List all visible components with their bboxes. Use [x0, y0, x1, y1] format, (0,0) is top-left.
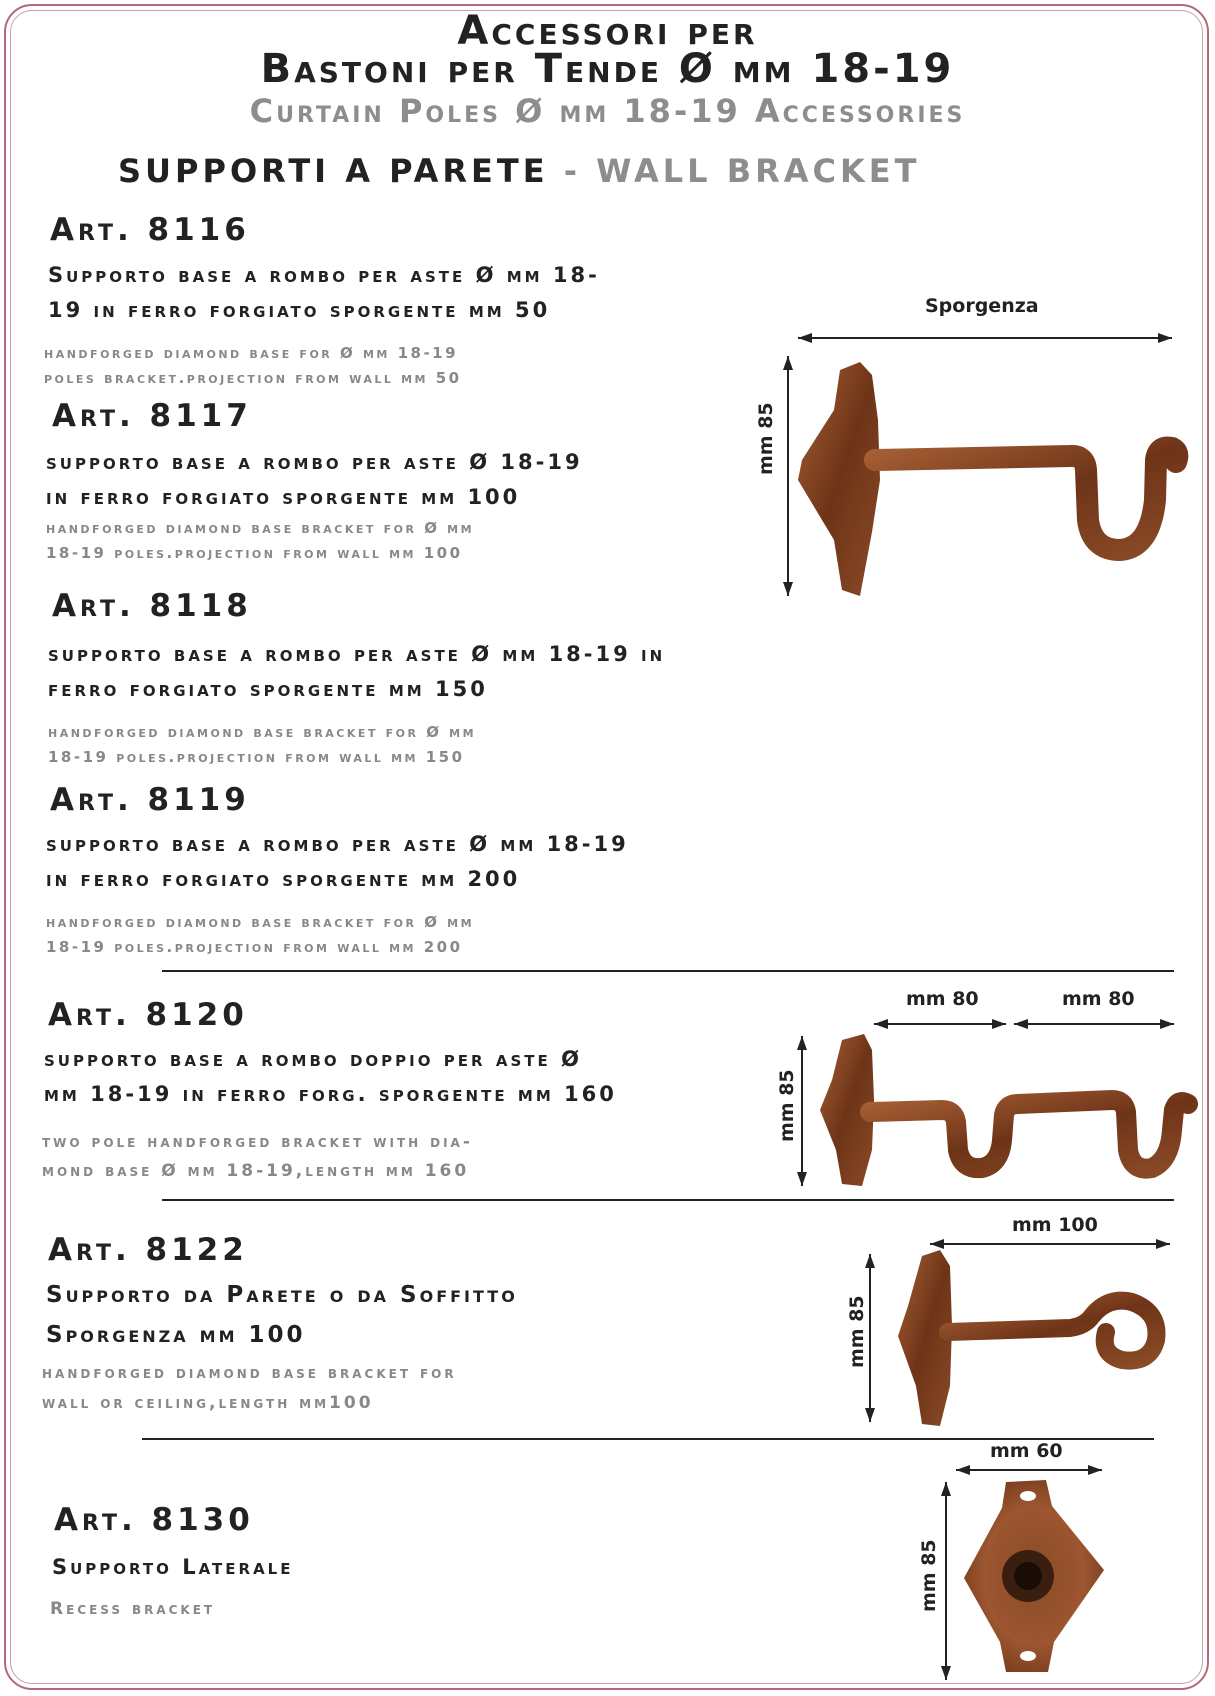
dimension-label-w1: mm 80 [906, 988, 979, 1010]
article-code-8117: Art. 8117 [52, 398, 252, 434]
section-heading [118, 152, 920, 190]
article-en-8122-line2: wall or ceiling,length mm100 [42, 1393, 374, 1413]
article-en-8117-line1: handforged diamond base bracket for Ø mm [46, 519, 475, 537]
article-en-8122-line1: handforged diamond base bracket for [42, 1363, 457, 1383]
article-code-8122: Art. 8122 [48, 1232, 248, 1268]
divider [162, 970, 1174, 972]
article-en-8119-line1: handforged diamond base bracket for Ø mm [46, 913, 475, 931]
dimension-label-height-1: mm 85 [755, 402, 777, 475]
dimension-label-height-4: mm 85 [918, 1539, 940, 1612]
article-code-8119: Art. 8119 [50, 782, 250, 818]
title-line-2: Bastoni per Tende Ø mm 18-19 [260, 46, 955, 92]
dimension-label-sporgenza: Sporgenza [925, 295, 1039, 317]
article-en-8117-line2: 18-19 poles.projection from wall mm 100 [46, 544, 463, 562]
article-en-8119-line2: 18-19 poles.projection from wall mm 200 [46, 938, 463, 956]
article-desc-8119-line2: in ferro forgiato sporgente mm 200 [46, 867, 521, 891]
article-desc-8130: Supporto Laterale [52, 1555, 294, 1579]
section-heading-sep: - [548, 152, 597, 190]
article-desc-8118-line2: ferro forgiato sporgente mm 150 [48, 677, 488, 701]
article-desc-8117-line1: supporto base a rombo per aste Ø 18-19 [46, 450, 583, 474]
bracket-image-8130 [936, 1460, 1116, 1688]
article-en-8120-line1: two pole handforged bracket with dia- [42, 1132, 473, 1152]
article-desc-8119-line1: supporto base a rombo per aste Ø mm 18-19 [46, 832, 629, 856]
article-desc-8117-line2: in ferro forgiato sporgente mm 100 [46, 485, 521, 509]
section-heading-it: SUPPORTI A PARETE [118, 152, 549, 190]
dimension-label-height-2: mm 85 [776, 1069, 798, 1142]
article-code-8120: Art. 8120 [48, 997, 248, 1033]
bracket-image-8122 [860, 1236, 1180, 1432]
dimension-label-w2: mm 80 [1062, 988, 1135, 1010]
dimension-label-width-4: mm 60 [990, 1440, 1063, 1462]
article-en-8116-line2: poles bracket.projection from wall mm 50 [44, 369, 462, 387]
title-line-3-en: Curtain Poles Ø mm 18-19 Accessories [249, 92, 966, 130]
article-desc-8118-line1: supporto base a rombo per aste Ø mm 18-19 in [48, 642, 666, 666]
article-code-8116: Art. 8116 [50, 212, 250, 248]
article-desc-8122-line1: Supporto da Parete o da Soffitto [46, 1282, 518, 1308]
title-line-1: Accessori per [457, 8, 758, 54]
bracket-image-8120 [792, 1000, 1202, 1200]
article-code-8130: Art. 8130 [54, 1502, 254, 1538]
article-en-8118-line2: 18-19 poles.projection from wall mm 150 [48, 748, 465, 766]
dimension-label-height-3: mm 85 [846, 1295, 868, 1368]
article-desc-8120-line1: supporto base a rombo doppio per aste Ø [44, 1047, 582, 1071]
article-en-8130: Recess bracket [50, 1599, 216, 1619]
dimension-label-width-3: mm 100 [1012, 1214, 1098, 1236]
article-code-8118: Art. 8118 [52, 588, 252, 624]
article-en-8118-line1: handforged diamond base bracket for Ø mm [48, 723, 477, 741]
article-desc-8116-line2: 19 in ferro forgiato sporgente mm 50 [48, 298, 551, 322]
article-en-8120-line2: mond base Ø mm 18-19,length mm 160 [42, 1161, 470, 1181]
section-heading-en: WALL BRACKET [596, 152, 921, 190]
article-desc-8116-line1: Supporto base a rombo per aste Ø mm 18- [48, 263, 600, 287]
article-desc-8122-line2: Sporgenza mm 100 [46, 1322, 306, 1348]
article-desc-8120-line2: mm 18-19 in ferro forg. sporgente mm 160 [44, 1082, 617, 1106]
article-en-8116-line1: handforged diamond base for Ø mm 18-19 [44, 344, 459, 362]
bracket-image-8116-8119 [780, 300, 1200, 610]
